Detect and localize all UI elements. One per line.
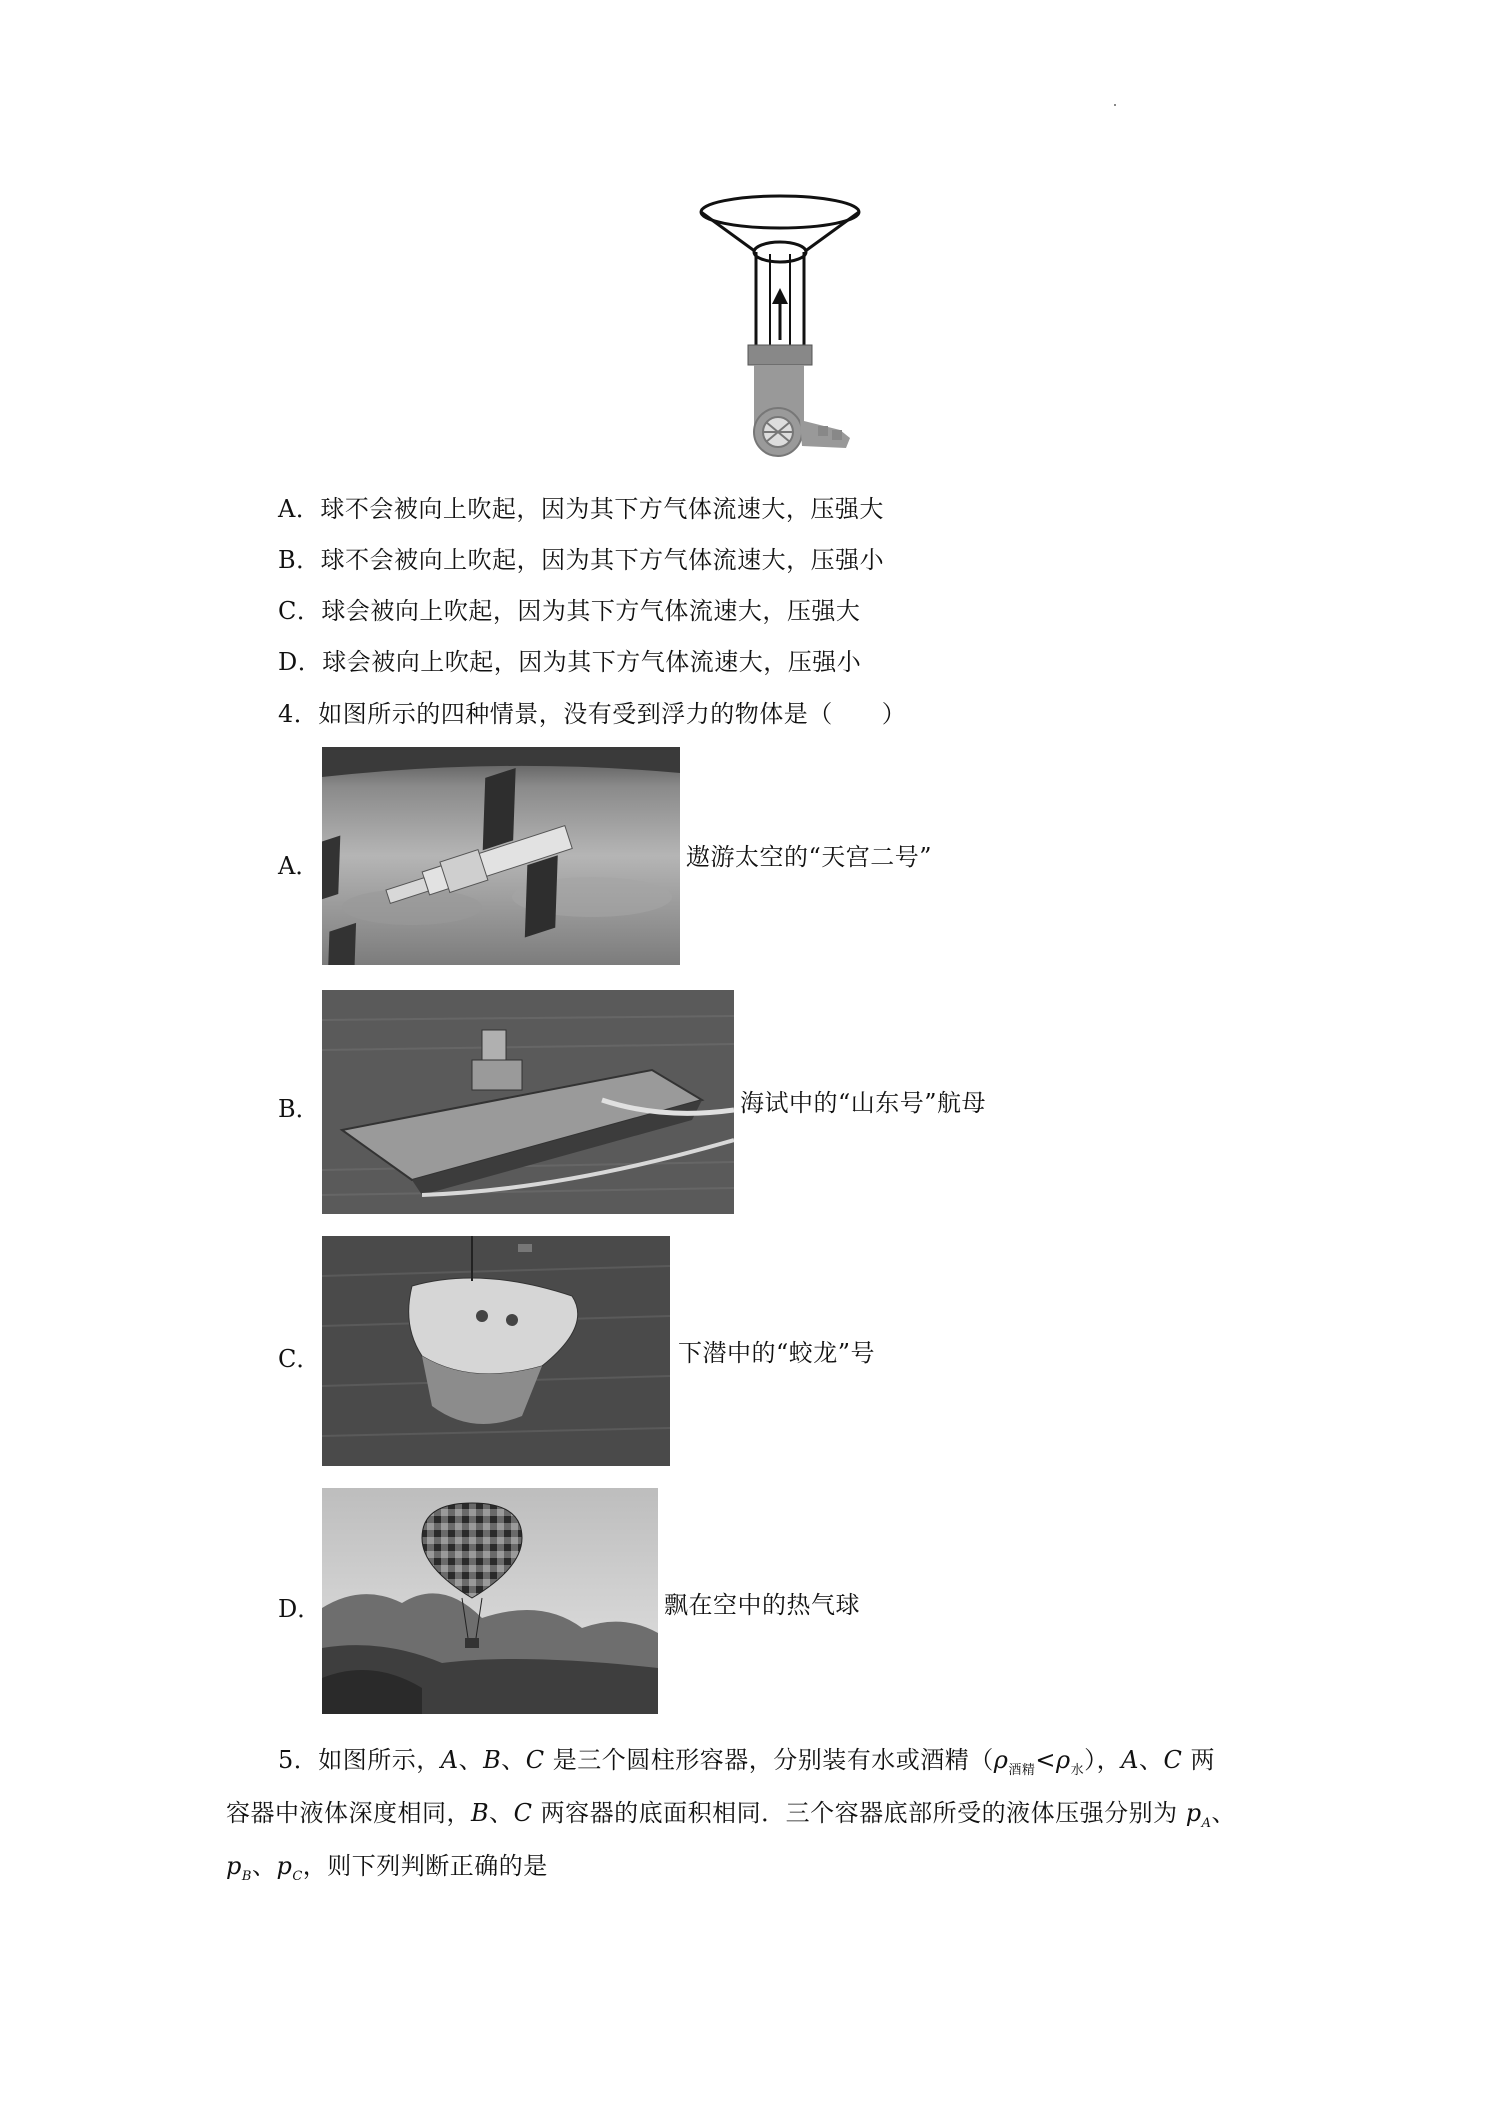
q4-option-a-letter: A． <box>278 852 320 880</box>
tiangong-photo <box>322 747 680 965</box>
funnel-rim <box>701 196 859 228</box>
q4-option-d-letter: D． <box>278 1595 322 1623</box>
funnel-dryer-diagram <box>690 190 870 460</box>
q3-option-d: D．球会被向上吹起，因为其下方气体流速大，压强小 <box>278 648 862 676</box>
q3-option-c: C．球会被向上吹起，因为其下方气体流速大，压强大 <box>278 597 861 625</box>
q5-line-3: $p_B$、$p_C$，则下列判断正确的是 <box>226 1852 548 1884</box>
page-speck <box>1114 104 1116 106</box>
q4-option-c-letter: C． <box>278 1345 321 1373</box>
q3-option-b: B．球不会被向上吹起，因为其下方气体流速大，压强小 <box>278 546 885 574</box>
q5-line-2: 容器中液体深度相同，B、C 两容器的底面积相同．三个容器底部所受的液体压强分别为 $p_A$、 <box>226 1799 1237 1831</box>
q4-option-b-letter: B． <box>278 1095 320 1123</box>
balloon-photo <box>322 1488 658 1714</box>
ball <box>754 242 806 262</box>
q4-option-d-caption: 飘在空中的热气球 <box>664 1591 860 1619</box>
carrier-photo <box>322 990 734 1214</box>
q4-option-c-caption: 下潜中的“蛟龙”号 <box>678 1339 876 1367</box>
q4-option-b-caption: 海试中的“山东号”航母 <box>740 1089 987 1117</box>
q3-option-a: A．球不会被向上吹起，因为其下方气体流速大，压强大 <box>278 495 884 523</box>
jiaolong-photo <box>322 1236 670 1466</box>
q4-option-a-caption: 遨游太空的“天宫二号” <box>686 843 933 871</box>
q5-line-1: 5．如图所示，A、B、C 是三个圆柱形容器，分别装有水或酒精$(\rho_{酒精}<\rho_水)$，A、C 两 <box>278 1746 1215 1778</box>
q4-stem: 4．如图所示的四种情景，没有受到浮力的物体是（ ） <box>278 700 907 728</box>
